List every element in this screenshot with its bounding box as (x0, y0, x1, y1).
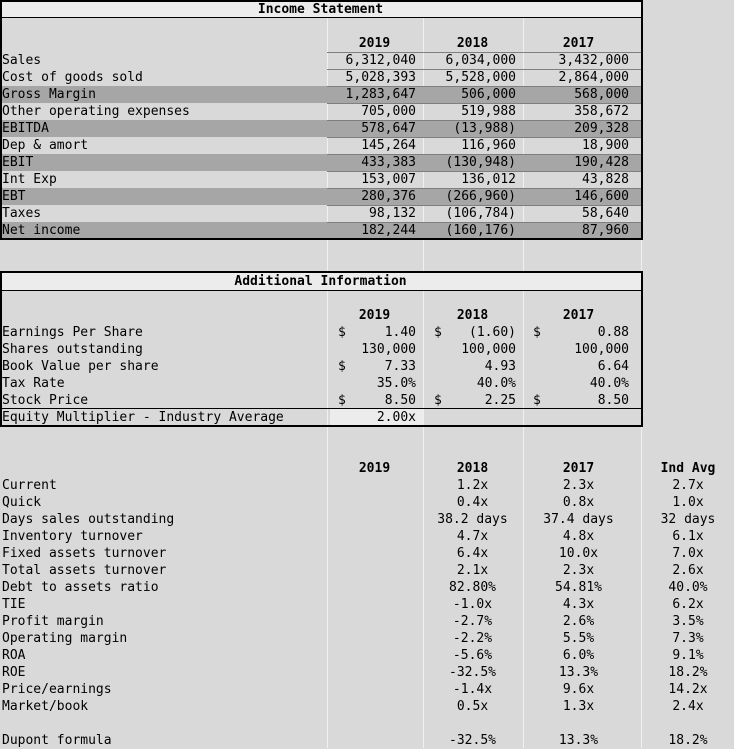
year-header-2019: 2019 (358, 308, 391, 323)
currency-symbol: $ (533, 393, 541, 408)
currency-symbol: $ (338, 359, 346, 374)
value-cell: 100,000 (461, 342, 516, 357)
column-gridline (641, 0, 642, 748)
row-label: Taxes (2, 206, 42, 221)
currency-symbol: $ (338, 325, 346, 340)
ratio-value: -1.4x (452, 682, 493, 697)
value-cell: 35.0% (376, 376, 416, 391)
ratio-value: 6.0% (562, 648, 595, 663)
ratio-header: 2019 (358, 461, 391, 476)
value-cell: 153,007 (361, 172, 416, 187)
ratio-value: 54.81% (555, 580, 602, 595)
value-cell: (266,960) (445, 189, 516, 204)
cell-border (327, 222, 641, 223)
value-cell: 40.0% (476, 376, 516, 391)
ratio-value: -32.5% (449, 665, 496, 680)
ratio-value: 2.6x (672, 563, 704, 578)
ratio-value: 9.1% (672, 648, 704, 663)
row-label: Shares outstanding (2, 342, 143, 357)
ratio-value: 2.3x (562, 563, 595, 578)
cell-border (327, 137, 641, 138)
ratio-value: 6.1x (672, 529, 704, 544)
row-label: Equity Multiplier - Industry Average (2, 410, 284, 425)
ratio-label: Market/book (2, 699, 89, 714)
ratio-value: 4.8x (562, 529, 595, 544)
value-cell: 7.33 (384, 359, 416, 374)
ratio-label: Operating margin (2, 631, 128, 646)
ratio-label: Days sales outstanding (2, 512, 175, 527)
ratio-label: TIE (2, 597, 26, 612)
ratio-header: 2018 (456, 461, 489, 476)
value-cell: 2.00x (376, 410, 416, 425)
value-cell: 100,000 (574, 342, 629, 357)
ratio-value: 32 days (660, 512, 716, 527)
ratio-value: 1.3x (562, 699, 595, 714)
ratio-label: ROE (2, 665, 26, 680)
ratio-value: 0.5x (456, 699, 489, 714)
ratio-value: 6.4x (456, 546, 489, 561)
currency-symbol: $ (434, 393, 442, 408)
row-label: Gross Margin (2, 87, 96, 102)
ratio-value: 1.2x (456, 478, 489, 493)
value-cell: 58,640 (582, 206, 629, 221)
ratio-label: Quick (2, 495, 42, 510)
ratio-header: Ind Avg (660, 461, 716, 476)
value-cell: 146,600 (574, 189, 629, 204)
value-cell: 6.64 (597, 359, 629, 374)
ratio-label: Current (2, 478, 57, 493)
value-cell: 433,383 (361, 155, 416, 170)
value-cell: 2.25 (484, 393, 516, 408)
ratio-value: 6.2x (672, 597, 704, 612)
value-cell: 1.40 (384, 325, 416, 340)
year-header-2018: 2018 (456, 36, 489, 51)
additional-information-title: Additional Information (234, 274, 407, 289)
row-underline (0, 408, 641, 409)
column-gridline (523, 0, 524, 748)
value-cell: 519,988 (461, 104, 516, 119)
ratio-label: Total assets turnover (2, 563, 167, 578)
value-cell: 8.50 (597, 393, 629, 408)
value-cell: 130,000 (361, 342, 416, 357)
value-cell: (1.60) (469, 325, 516, 340)
value-cell: 209,328 (574, 121, 629, 136)
income-statement-title: Income Statement (257, 2, 384, 17)
ratio-value: 40.0% (668, 580, 708, 595)
value-cell: 43,828 (582, 172, 629, 187)
ratio-value: -5.6% (452, 648, 493, 663)
value-cell: 40.0% (589, 376, 629, 391)
value-cell: 182,244 (361, 223, 416, 238)
ratio-label: Price/earnings (2, 682, 112, 697)
value-cell: 116,960 (461, 138, 516, 153)
row-label: EBIT (2, 155, 34, 170)
ratio-value: 82.80% (449, 580, 496, 595)
cell-border (327, 171, 641, 172)
ratio-value: 38.2 days (437, 512, 508, 527)
ratio-label: ROA (2, 648, 26, 663)
value-cell: 18,900 (582, 138, 629, 153)
value-cell: 136,012 (461, 172, 516, 187)
ratio-value: 13.3% (558, 665, 599, 680)
value-cell: (160,176) (445, 223, 516, 238)
value-cell: 578,647 (361, 121, 416, 136)
row-label: Stock Price (2, 393, 89, 408)
ratio-value: -2.7% (452, 614, 493, 629)
title-underline (0, 290, 641, 291)
value-cell: 5,028,393 (345, 70, 416, 85)
ratio-value: 14.2x (668, 682, 708, 697)
ratio-value: 2.6% (562, 614, 595, 629)
ratio-value: 4.3x (562, 597, 595, 612)
cell-border (327, 103, 641, 104)
row-label: Net income (2, 223, 81, 238)
value-cell: 8.50 (384, 393, 416, 408)
ratio-value: 2.7x (672, 478, 704, 493)
dupont-value: -32.5% (449, 733, 496, 748)
value-cell: 358,672 (574, 104, 629, 119)
row-label: Dep & amort (2, 138, 89, 153)
dupont-value: 13.3% (558, 733, 599, 748)
ratio-value: 10.0x (558, 546, 599, 561)
ratio-value: -2.2% (452, 631, 493, 646)
ratio-label: Debt to assets ratio (2, 580, 159, 595)
year-header-2017: 2017 (562, 308, 595, 323)
ratio-label: Fixed assets turnover (2, 546, 167, 561)
ratio-value: 1.0x (672, 495, 704, 510)
value-cell: 145,264 (361, 138, 416, 153)
year-header-2017: 2017 (562, 36, 595, 51)
cell-border (327, 188, 641, 189)
value-cell: 4.93 (484, 359, 516, 374)
column-gridline (423, 0, 424, 748)
cell-border (327, 154, 641, 155)
ratio-header: 2017 (562, 461, 595, 476)
ratio-value: 2.3x (562, 478, 595, 493)
ratio-label: Profit margin (2, 614, 104, 629)
value-cell: 6,312,040 (345, 53, 416, 68)
ratio-value: 2.4x (672, 699, 704, 714)
value-cell: 87,960 (582, 223, 629, 238)
ratio-value: 37.4 days (543, 512, 614, 527)
value-cell: 0.88 (597, 325, 629, 340)
ratio-value: 4.7x (456, 529, 489, 544)
value-cell: (106,784) (445, 206, 516, 221)
value-cell: (130,948) (445, 155, 516, 170)
dupont-label: Dupont formula (2, 733, 112, 748)
value-cell: 98,132 (369, 206, 416, 221)
value-cell: 280,376 (361, 189, 416, 204)
ratio-label: Inventory turnover (2, 529, 143, 544)
ratio-value: 18.2% (668, 665, 708, 680)
row-label: EBITDA (2, 121, 49, 136)
title-underline (0, 17, 641, 18)
dupont-value: 18.2% (668, 733, 708, 748)
value-cell: 5,528,000 (445, 70, 516, 85)
value-cell: 1,283,647 (345, 87, 416, 102)
currency-symbol: $ (338, 393, 346, 408)
ratio-value: -1.0x (452, 597, 493, 612)
row-label: EBT (2, 189, 26, 204)
row-label: Book Value per share (2, 359, 159, 374)
cell-border (327, 86, 641, 87)
ratio-value: 0.8x (562, 495, 595, 510)
currency-symbol: $ (533, 325, 541, 340)
row-label: Cost of goods sold (2, 70, 143, 85)
ratio-value: 9.6x (562, 682, 595, 697)
value-cell: 190,428 (574, 155, 629, 170)
cell-border (327, 69, 641, 70)
row-label: Other operating expenses (2, 104, 190, 119)
ratio-value: 5.5% (562, 631, 595, 646)
year-header-2019: 2019 (358, 36, 391, 51)
column-gridline (327, 0, 328, 748)
cell-border (327, 120, 641, 121)
row-label: Int Exp (2, 172, 57, 187)
cell-border (327, 52, 641, 53)
ratio-value: 3.5% (672, 614, 704, 629)
currency-symbol: $ (434, 325, 442, 340)
row-label: Tax Rate (2, 376, 65, 391)
ratio-value: 7.0x (672, 546, 704, 561)
value-cell: 705,000 (361, 104, 416, 119)
value-cell: 6,034,000 (445, 53, 516, 68)
value-cell: 506,000 (461, 87, 516, 102)
value-cell: (13,988) (453, 121, 516, 136)
row-label: Earnings Per Share (2, 325, 143, 340)
value-cell: 3,432,000 (558, 53, 629, 68)
value-cell: 2,864,000 (558, 70, 629, 85)
year-header-2018: 2018 (456, 308, 489, 323)
value-cell: 568,000 (574, 87, 629, 102)
row-label: Sales (2, 53, 42, 68)
ratio-value: 2.1x (456, 563, 489, 578)
ratio-value: 7.3% (672, 631, 704, 646)
cell-border (327, 205, 641, 206)
ratio-value: 0.4x (456, 495, 489, 510)
